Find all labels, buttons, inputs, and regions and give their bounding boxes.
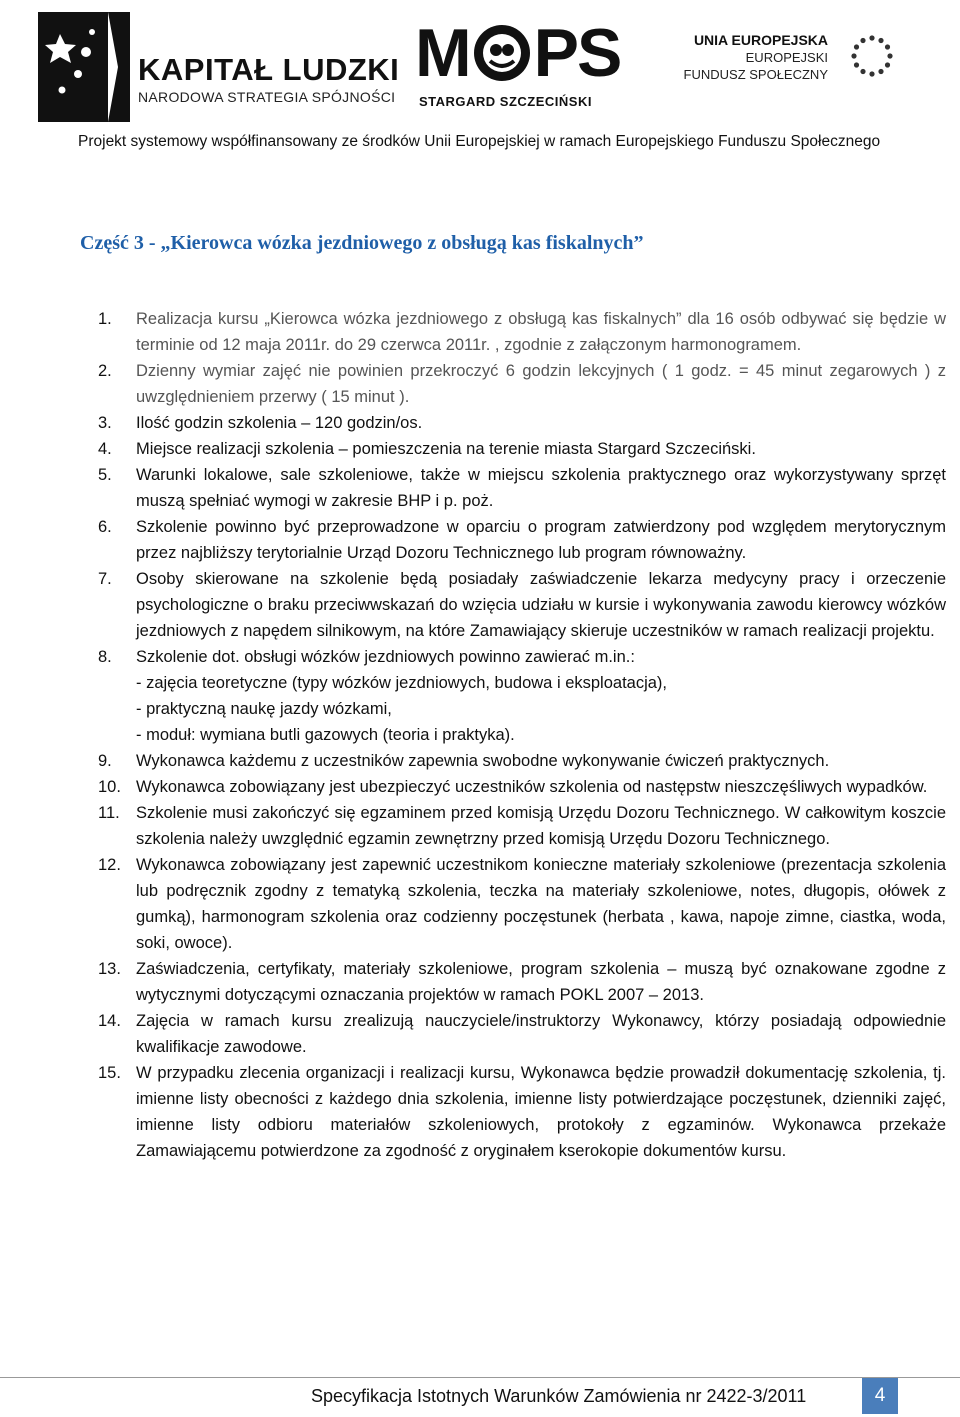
list-item-8: [98, 644, 946, 748]
list-item-11: [98, 800, 946, 852]
item-number: 10.: [98, 778, 121, 796]
item-text: Warunki lokalowe, sale szkoleniowe, także w miejscu szkolenia praktycznego oraz wykorzystywany sprzęt muszą spełniać wymogi w zakresie BHP i p. poż.: [136, 466, 946, 510]
item-number: 9.: [98, 752, 112, 770]
item-text: Osoby skierowane na szkolenie będą posiadały zaświadczenie lekarza medycyny pracy i orzeczenie psychologiczne o braku przeciwwskazań do wzięcia udziału w kursie i wykonywania zawodu kierowcy wózków jezdniowych z napędem silnikowym, na które Zamawiający skieruje uczestników w ramach realizacji projektu.: [136, 570, 946, 640]
eu-flag-icon: [840, 30, 904, 84]
list-item-3: [98, 410, 946, 436]
item-text: Szkolenie powinno być przeprowadzone w oparciu o program zatwierdzony pod względem merytorycznym przez najbliższy terytorialnie Urząd Dozoru Technicznego lub program równoważny.: [136, 518, 946, 562]
item-text: Szkolenie dot. obsługi wózków jezdniowych powinno zawierać m.in.:: [136, 648, 635, 666]
list-item-4: [98, 436, 946, 462]
item-number: 15.: [98, 1064, 121, 1082]
item-number: 14.: [98, 1012, 121, 1030]
item-number: 4.: [98, 440, 112, 458]
list-item-10: [98, 774, 946, 800]
kapital-ludzki-emblem-icon: [38, 12, 130, 122]
eu-fund-line1: EUROPEJSKI: [745, 50, 828, 65]
item-number: 7.: [98, 570, 112, 588]
list-item-14: [98, 1008, 946, 1060]
page-number: 4: [862, 1378, 898, 1414]
item-subpoint: - zajęcia teoretyczne (typy wózków jezdniowych, budowa i eksploatacja),: [136, 674, 667, 692]
mops-letters-ps: PS: [533, 15, 621, 91]
requirements-list: [98, 306, 946, 1164]
item-number: 2.: [98, 362, 112, 380]
item-subpoint: - moduł: wymiana butli gazowych (teoria i praktyka).: [136, 726, 515, 744]
list-item-15: [98, 1060, 946, 1164]
item-number: 11.: [98, 804, 120, 822]
kapital-ludzki-subtitle: NARODOWA STRATEGIA SPÓJNOŚCI: [138, 89, 396, 105]
list-item-2: [98, 358, 946, 410]
mops-emblem-icon: [472, 23, 532, 83]
item-number: 13.: [98, 960, 121, 978]
item-text: Wykonawca zobowiązany jest ubezpieczyć uczestników szkolenia od następstw nieszczęśliwych wypadków.: [136, 778, 928, 796]
item-text: W przypadku zlecenia organizacji i realizacji kursu, Wykonawca będzie prowadził dokumentację szkolenia, tj. imienne listy obecności z każdego dnia szkolenia, imienne listy potwierdzające poczęstunek, dzienniki zajęć, imienne listy odbioru materiałów szkoleniowych, protokoły z egzaminów. Wykonawca przekaże Zamawiającemu potwierdzone za zgodność z oryginałem kserokopie dokumentów kursu.: [136, 1064, 946, 1160]
eu-logo: [680, 30, 940, 90]
item-number: 1.: [98, 310, 112, 328]
list-item-9: [98, 748, 946, 774]
item-number: 12.: [98, 856, 121, 874]
list-item-12: [98, 852, 946, 956]
eu-title: UNIA EUROPEJSKA: [693, 32, 828, 48]
footer-text: Specyfikacja Istotnych Warunków Zamówienia nr 2422-3/2011: [311, 1386, 807, 1406]
eu-fund-line2: FUNDUSZ SPOŁECZNY: [683, 67, 828, 82]
item-number: 8.: [98, 648, 112, 666]
mops-letter-m: M: [415, 15, 470, 91]
kapital-ludzki-logo: [38, 12, 400, 122]
item-text: Wykonawca zobowiązany jest zapewnić uczestnikom konieczne materiały szkoleniowe (prezentacja szkolenia lub podręcznik zgodny z tematyką szkolenia, teczka na materiały szkoleniowe, notes, długopis, ołówek z gumką), harmonogram szkolenia oraz codzienny poczęstunek (herbata , kawa, napoje zimne, ciastka, woda, soki, owoce).: [136, 856, 946, 952]
item-text: Zajęcia w ramach kursu zrealizują nauczyciele/instruktorzy Wykonawcy, którzy posiadają odpowiednie kwalifikacje zawodowe.: [136, 1012, 946, 1056]
item-text: Miejsce realizacji szkolenia – pomieszczenia na terenie miasta Stargard Szczeciński.: [136, 440, 756, 458]
item-text: Realizacja kursu „Kierowca wózka jezdniowego z obsługą kas fiskalnych” dla 16 osób odbywać się będzie w terminie od 12 maja 2011r. do 29 czerwca 2011r. , zgodnie z załączonym harmonogramem.: [136, 310, 946, 354]
section-title: Część 3 - „Kierowca wózka jezdniowego z obsługą kas fiskalnych”: [80, 232, 644, 254]
item-text: Wykonawca każdemu z uczestników zapewnia swobodne wykonywanie ćwiczeń praktycznych.: [136, 752, 830, 770]
mops-logo: [415, 15, 625, 109]
list-item-7: [98, 566, 946, 644]
list-item-1: [98, 306, 946, 358]
list-item-13: [98, 956, 946, 1008]
item-text: Szkolenie musi zakończyć się egzaminem przed komisją Urzędu Dozoru Technicznego. W całkowitym koszcie szkolenia należy uwzględnić egzamin zewnętrzny przed komisją Urzędu Dozoru Technicznego.: [136, 804, 946, 848]
item-subpoint: - praktyczną naukę jazdy wózkami,: [136, 700, 392, 718]
list-item-5: [98, 462, 946, 514]
item-number: 5.: [98, 466, 112, 484]
kapital-ludzki-title: KAPITAŁ LUDZKI: [138, 52, 400, 87]
footer-divider: [0, 1377, 960, 1378]
list-item-6: [98, 514, 946, 566]
item-text: Ilość godzin szkolenia – 120 godzin/os.: [136, 414, 423, 432]
item-number: 6.: [98, 518, 112, 536]
item-number: 3.: [98, 414, 112, 432]
item-text: Zaświadczenia, certyfikaty, materiały szkoleniowe, program szkolenia – muszą być oznakowane zgodne z wytycznymi dotyczącymi oznaczania projektów w ramach POKL 2007 – 2013.: [136, 960, 946, 1004]
project-funding-line: Projekt systemowy współfinansowany ze środków Unii Europejskiej w ramach Europejskiego Funduszu Społecznego: [78, 133, 881, 150]
mops-city: STARGARD SZCZECIŃSKI: [419, 94, 592, 109]
item-text: Dzienny wymiar zajęć nie powinien przekroczyć 6 godzin lekcyjnych ( 1 godz. = 45 minut zegarowych ) z uwzględnieniem przerwy ( 15 minut ).: [136, 362, 946, 406]
